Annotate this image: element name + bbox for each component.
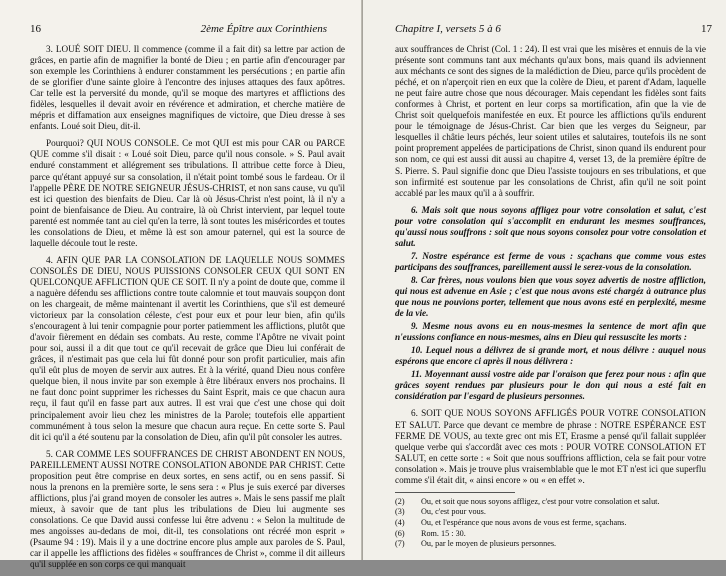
commentary-paragraph: 6. SOIT QUE NOUS SOYONS AFFLIGÉS POUR VOTRE CONSOLATION ET SALUT. Parce que devant ce membre de phrase : NOTRE ESPÉRANCE EST FERME DE VOUS, au texte grec ont mis ET, Erasme a pensé qu'il fallait suppléer quelque verbe qui s'accordât avec ces mots : POUR VOTRE CONSOLATION ET SALUT, en cette sorte : « Soit que nous souffrions affliction, cela se fait pour votre consolation ». Mais je trouve plus vraisemblable que le mot ET n'est ici que superflu comme s'il était dit, « ainsi encore » ou « en effet ». <box>395 408 706 485</box>
footnote <box>395 497 706 508</box>
verse-item: 10. Lequel nous a délivrez de si grande mort, et nous délivre : auquel nous espérons que encore ci après il nous délivrera : <box>395 345 706 367</box>
commentary-paragraph: 5. CAR COMME LES SOUFFRANCES DE CHRIST ABONDENT EN NOUS, PAREILLEMENT AUSSI NOTRE CONSOLATION ABONDE PAR CHRIST. Cette proposition peut être comprise en deux sortes, en sens actif, ou en sens passif. Si nous la prenons en la première sorte, le sens sera : « Plus je suis exercé par diverses afflictions, plus j'ai grand moyen de consoler les autres ». Mais le sens passif me plaît mieux, à savoir que de tant plus les tribulations de Dieu lui augmente ses consolations. Ce que David aussi confesse lui être advenu : « Selon la multitude de mes angoisses au-dedans de moi, dit-il, tes consolations ont récréé mon esprit » (Psaume 94 : 19). Mais il y a une doctrine encore plus ample aux paroles de S. Paul, car il appelle les afflictions des fidèles « souffrances de Christ », comme il dit ailleurs qu'il supplée en son corps ce qui manquait <box>30 448 346 570</box>
commentary-paragraph: 4. AFIN QUE PAR LA CONSOLATION DE LAQUELLE NOUS SOMMES CONSOLÉS DE DIEU, NOUS PUISSIONS CONSOLER CEUX QUI SONT EN QUELCONQUE AFFLICTION QUE CE SOIT. Il n'y a point de doute que, comme il a naguère défendu ses afflictions contre toute calomnie et tout mauvais soupçon dont on les chargeait, de même maintenant il avertit les Corinthiens, que s'il est demeuré victorieux par la consolation céleste, c'est pour eux et pour leur bien, afin qu'ils s'encouragent à lui tenir compagnie pour porter patiemment les afflictions, plutôt que d'avoir fièrement en dédain ses combats. Au reste, comme l'Apôtre ne vivait point pour soi, aussi il a dit que tout ce qu'il recevait de grâce que Dieu lui conférait de grâces, il n'estimait pas que cela lui fût donné pour son profit particulier, mais afin qu'il eût plus de moyen de servir aux autres. Et à la vérité, quand Dieu nous confère quelque bien, il nous invite par son exemple à être libéraux envers nos prochains. Il ne faut donc point supprimer les richesses du Saint Esprit, mais ce que chacun aura reçu, il faut qu'il en fasse part aux autres. Il est vrai que c'est une chose qui doit principalement avoir lieu chez les ministres de la Parole; toutefois elle appartient communément à tous selon la mesure que chacun aura reçue. En cette sorte S. Paul dit ici qu'il a été soutenu par la consolation de Dieu, afin qu'il pût consoler les autres. <box>30 254 345 442</box>
page-number: 16 <box>30 23 41 35</box>
scripture-verses <box>395 205 706 403</box>
left-page <box>0 0 363 570</box>
footnote <box>395 529 706 540</box>
footnote-mark: (6) <box>395 528 405 538</box>
left-page-header <box>0 23 363 37</box>
footnote <box>395 507 706 518</box>
footnote-text: Ou, et soit que nous soyons affligez, c'est pour votre consolation et salut. <box>421 496 660 506</box>
commentary-paragraph: aux souffrances de Christ (Col. 1 : 24). Il est vrai que les misères et ennuis de la vie présente sont communs tant aux méchants qu'aux bons, mais quand ils adviennent aux méchants ce sont des signes de la malédiction de Dieu, parce qu'ils procèdent de péché, et on n'aperçoit rien en eux que la colère de Dieu, et parent d'Adam, laquelle ne peut faire autre chose que nous décourager. Mais cependant les fidèles sont faits conformes à Christ, et portent en leur corps sa mortification, afin que la vie de Christ soit quelquefois manifestée en eux. Et pource les afflictions qu'ils endurent pour le témoignage de Jésus-Christ. Car bien que les verges du Seigneur, par lesquelles il châtie leurs péchés, leur soient utiles et salutaires, toutefois ils ne sont point proprement appelées de participations de Christ, sinon quand ils endurent pour son nom, ce qui est aussi dit aussi au chapitre 4, verset 13, de la première épître de S. Pierre. S. Paul signifie donc que Dieu l'assiste toujours en ses tribulations, et que son infirmité est soutenue par les consolations de Christ, afin qu'il ne soit point accablé par les maux qu'il a à souffrir. <box>395 44 706 198</box>
commentary-paragraph: 3. LOUÉ SOIT DIEU. Il commence (comme il a fait dit) sa lettre par action de grâces, en partie afin de magnifier la bonté de Dieu ; en partie afin d'encourager par son exemple les Corinthiens à endurer constamment les persécutions ; en partie afin de se glorifier d'une sainte gloire à l'encontre des injuses attaques des faux apôtres. Car telle est la perversité du monde, qu'il se moque des martyres et afflictions des fidèles, lesquelles il devait avoir en révérence et admiration, et cherche matière de mépris et diffamation aux enseignes magnifiques de victoire, que Dieu dresse à ses enfants. Loué soit Dieu, dit-il. <box>30 44 345 132</box>
footnote-mark: (7) <box>395 539 405 549</box>
footnote-divider <box>395 492 515 493</box>
verse-item: 11. Moyennant aussi vostre aide par l'oraison que ferez pour nous : afin que grâces soyent rendues par plusieurs pour le don qui nous a esté fait en considération par l'esgard de plusieurs personnes. <box>395 369 706 402</box>
footnote-text: Ou, et l'espérance que nous avons de vous est ferme, sçachans. <box>421 517 627 527</box>
footnote-mark: (4) <box>395 517 405 527</box>
footnote-mark: (2) <box>395 496 405 506</box>
footnote-text: Ou, c'est pour vous. <box>421 507 486 517</box>
verse-item: 7. Nostre espérance est ferme de vous : sçachans que comme vous estes participans des souffrances, pareillement aussi le serez-vous de la consolation. <box>395 250 706 272</box>
running-head: Chapitre I, versets 5 à 6 <box>395 23 501 35</box>
commentary-paragraph: Pourquoi? QUI NOUS CONSOLE. Ce mot QUI est mis pour CAR ou PARCE QUE comme s'il disait : « Loué soit Dieu, parce qu'il nous console. » S. Paul avait enduré constamment et allégrement ses tribulations. Il attribue cette force à Dieu, parce qu'étant appuyé sur sa consolation, il n'était point tombé sous le fardeau. Or il l'appelle PÈRE DE NOTRE SEIGNEUR JÉSUS-CHRIST, et non sans cause, vu qu'il est ici question des bienfaits de Dieu. Car là où Jésus-Christ n'est point, là il n'y a point de bienfaisance de Dieu. Au contraire, là où Christ intervient, par lequel toute parenté est nommée tant au ciel qu'en la terre, là sont toutes les miséricordes et toutes les consolations de Dieu, et même là est son amour paternel, qui est la source de laquelle découle tout le reste. <box>30 138 345 248</box>
footnote <box>395 539 706 550</box>
running-head: 2ème Épître aux Corinthiens <box>200 23 327 35</box>
right-page-header <box>363 23 726 37</box>
right-page-body <box>395 44 706 550</box>
verse-item: 6. Mais soit que nous soyons affligez pour votre consolation et salut, c'est pour votre consolation qui s'accomplit en endurant les mesmes souffrances, qu'aussi nous souffrons : soit que nous soyons consolez pour votre consolation et salut. <box>395 204 706 248</box>
right-page <box>363 0 726 560</box>
verse-item: 8. Car frères, nous voulons bien que vous soyez advertis de nostre affliction, qui nous est advenue en Asie ; c'est que nous avons esté chargéz à outrance plus que nous ne pouvions porter, tellement que nous avons esté en perplexité, mesme de la vie. <box>395 274 706 319</box>
footnote <box>395 518 706 529</box>
footnote-mark: (3) <box>395 507 405 517</box>
footnote-text: Ou, par le moyen de plusieurs personnes. <box>421 539 557 549</box>
page-number: 17 <box>701 23 712 35</box>
left-page-body <box>30 44 345 576</box>
verse-item: 9. Mesme nous avons eu en nous-mesmes la sentence de mort afin que n'eussions confiance en nous-mesmes, ains en Dieu qui ressuscite les morts : <box>395 321 706 343</box>
footnote-text: Rom. 15 : 30. <box>421 528 466 538</box>
